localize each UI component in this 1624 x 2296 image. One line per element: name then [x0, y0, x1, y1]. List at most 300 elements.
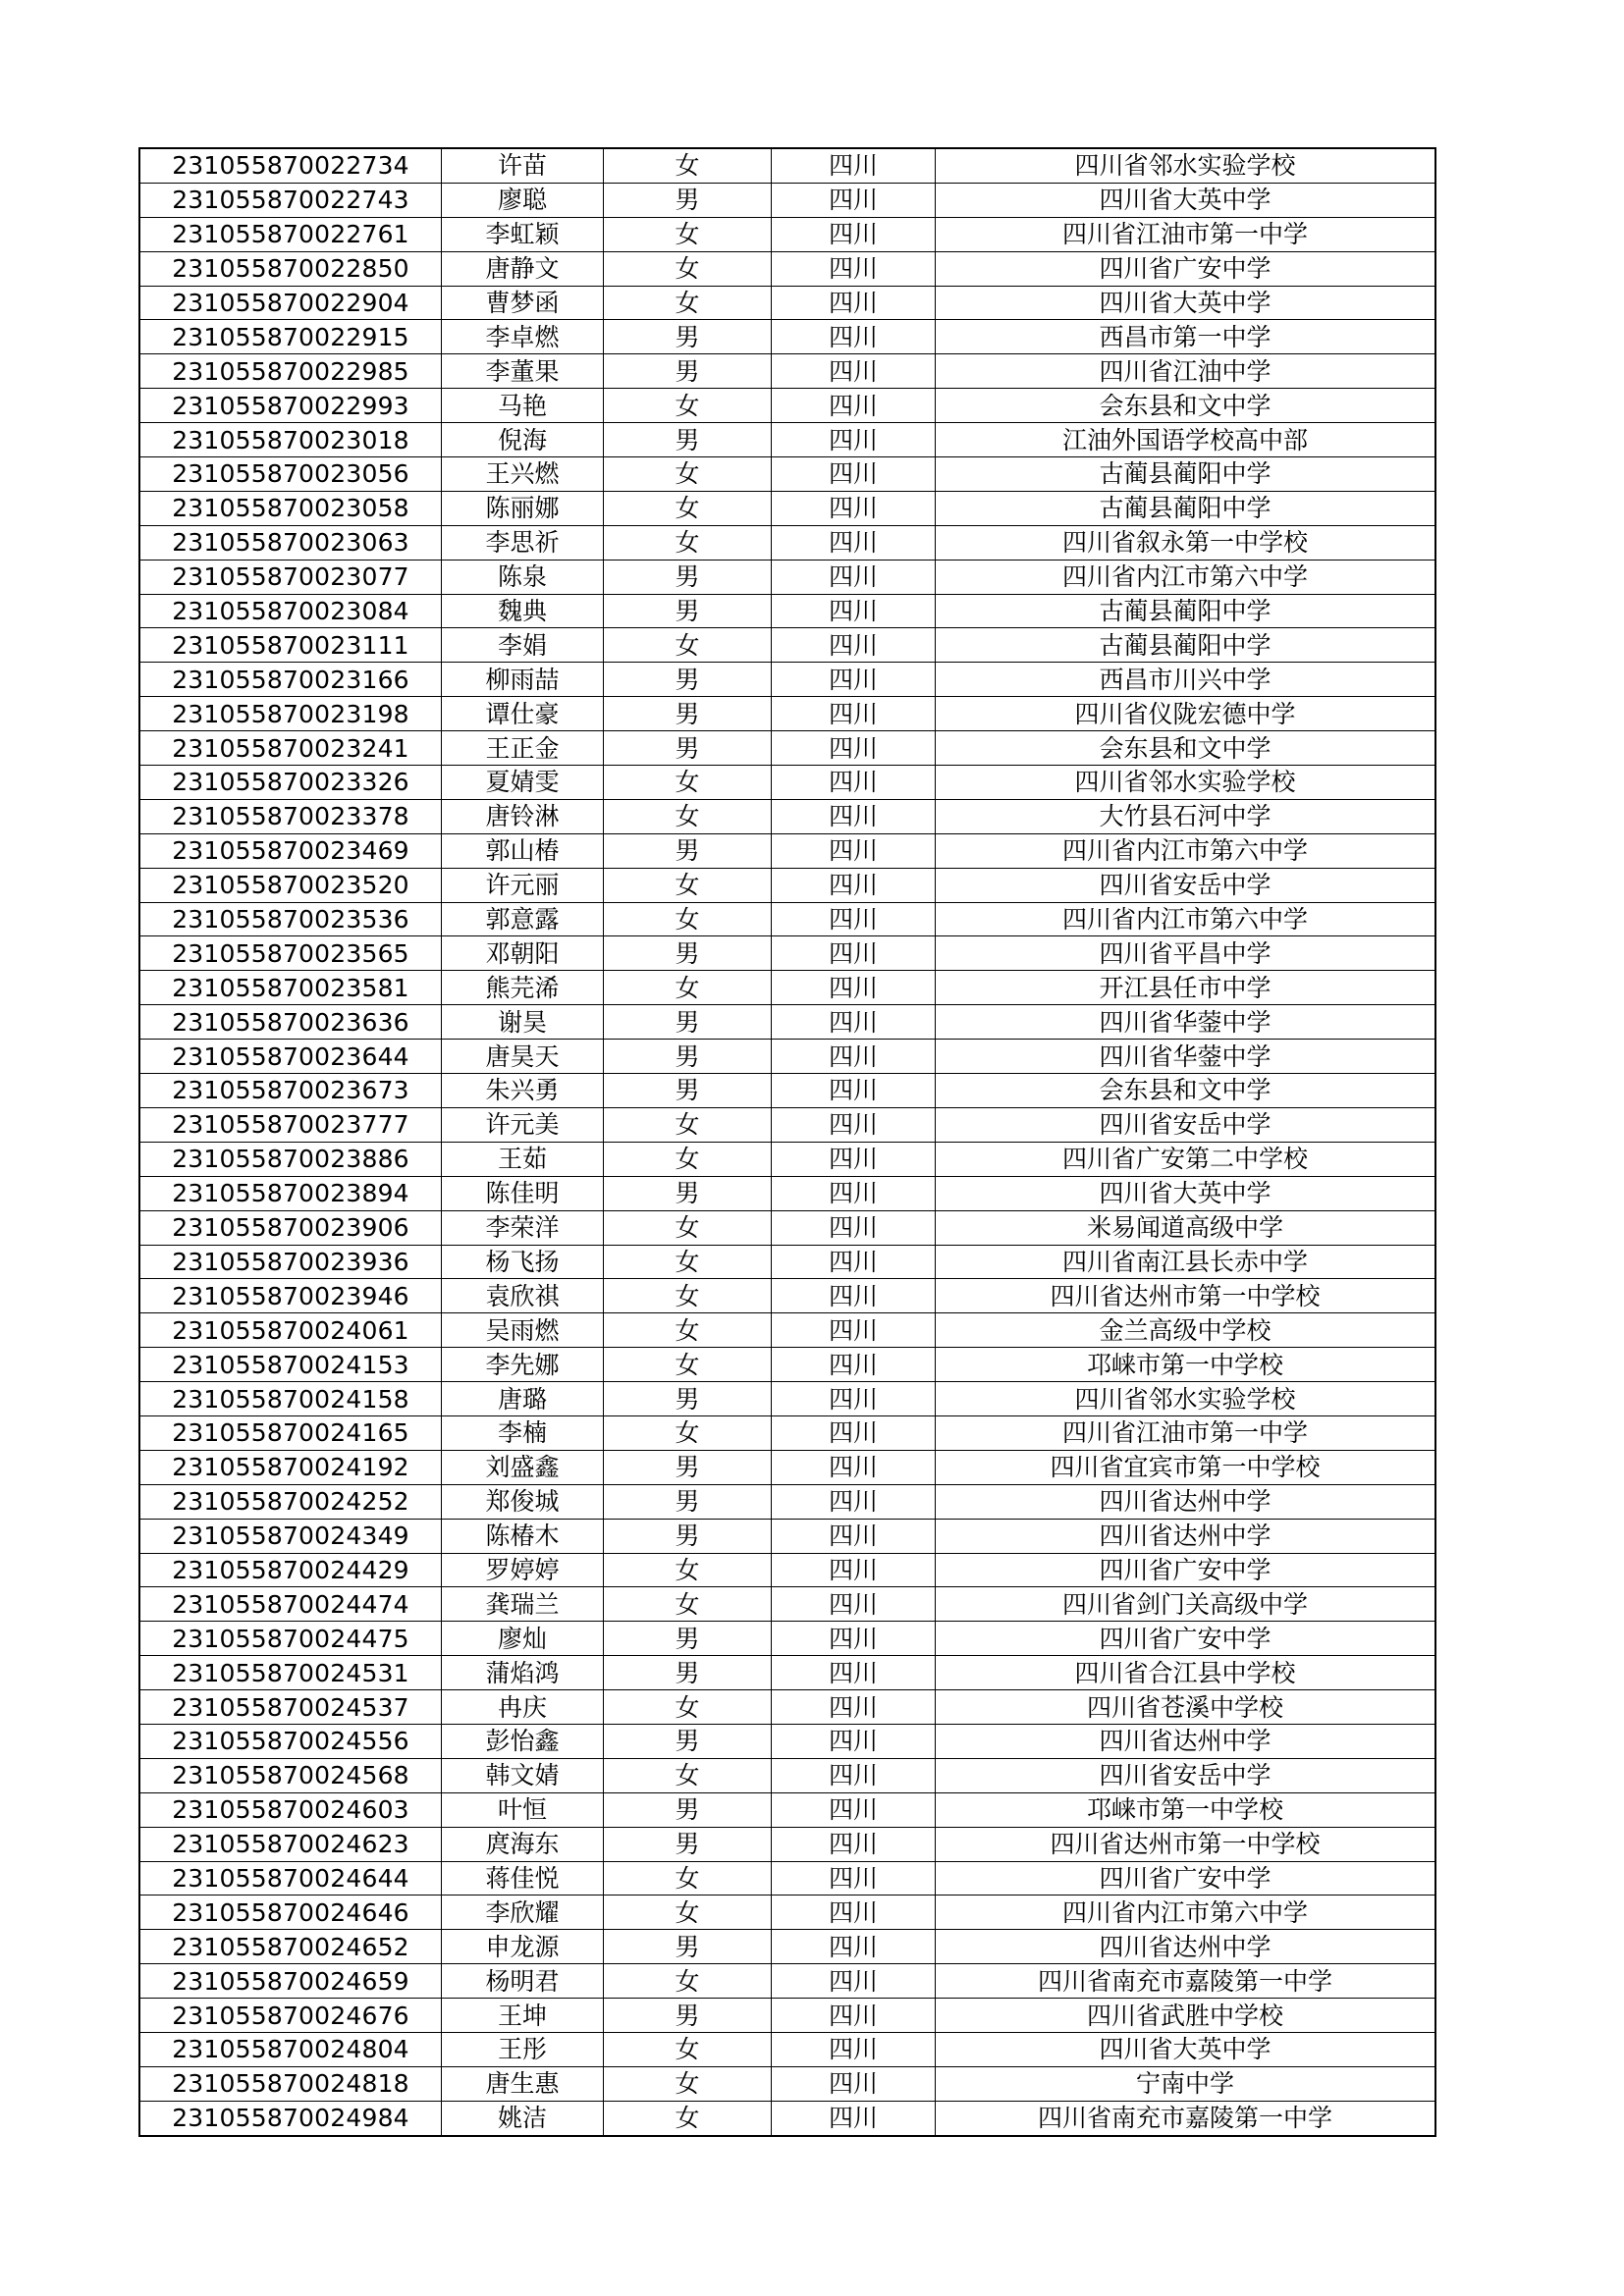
exam-id-cell: 231055870024192 [139, 1450, 442, 1484]
exam-id-cell: 231055870024475 [139, 1622, 442, 1656]
table-row [139, 423, 1435, 457]
gender-cell: 女 [604, 2032, 772, 2066]
exam-id-cell: 231055870024644 [139, 1861, 442, 1896]
exam-id-cell: 231055870023326 [139, 766, 442, 800]
table-row [139, 731, 1435, 766]
student-name-cell: 许苗 [442, 148, 604, 183]
table-row [139, 1861, 1435, 1896]
table-row [139, 1656, 1435, 1690]
gender-cell: 男 [604, 1656, 772, 1690]
province-cell: 四川 [772, 1758, 936, 1792]
table-row [139, 1999, 1435, 2033]
student-name-cell: 熊芫浠 [442, 971, 604, 1005]
table-row [139, 1313, 1435, 1348]
exam-id-cell: 231055870023378 [139, 799, 442, 833]
student-name-cell: 郭意露 [442, 902, 604, 936]
student-name-cell: 彭怡鑫 [442, 1724, 604, 1758]
table-row [139, 1005, 1435, 1040]
province-cell: 四川 [772, 766, 936, 800]
school-cell: 邛崃市第一中学校 [936, 1792, 1436, 1827]
student-name-cell: 申龙源 [442, 1930, 604, 1964]
school-cell: 四川省江油市第一中学 [936, 1415, 1436, 1450]
gender-cell: 男 [604, 731, 772, 766]
province-cell: 四川 [772, 1450, 936, 1484]
exam-id-cell: 231055870022915 [139, 320, 442, 354]
school-cell: 四川省大英中学 [936, 286, 1436, 320]
gender-cell: 女 [604, 628, 772, 663]
province-cell: 四川 [772, 457, 936, 492]
table-row [139, 936, 1435, 971]
exam-id-cell: 231055870023520 [139, 868, 442, 902]
province-cell: 四川 [772, 389, 936, 423]
gender-cell: 女 [604, 2101, 772, 2135]
school-cell: 古蔺县蔺阳中学 [936, 491, 1436, 525]
gender-cell: 男 [604, 936, 772, 971]
table-row [139, 1176, 1435, 1210]
province-cell: 四川 [772, 1107, 936, 1142]
student-name-cell: 姚洁 [442, 2101, 604, 2135]
exam-id-cell: 231055870023536 [139, 902, 442, 936]
school-cell: 四川省合江县中学校 [936, 1656, 1436, 1690]
gender-cell: 男 [604, 183, 772, 217]
table-row [139, 1792, 1435, 1827]
gender-cell: 男 [604, 320, 772, 354]
student-name-cell: 袁欣祺 [442, 1279, 604, 1313]
student-name-cell: 罗婷婷 [442, 1553, 604, 1587]
school-cell: 四川省达州市第一中学校 [936, 1827, 1436, 1861]
student-name-cell: 唐静文 [442, 251, 604, 286]
school-cell: 四川省华蓥中学 [936, 1005, 1436, 1040]
province-cell: 四川 [772, 1656, 936, 1690]
exam-id-cell: 231055870023906 [139, 1210, 442, 1245]
student-name-cell: 李董果 [442, 354, 604, 389]
school-cell: 会东县和文中学 [936, 389, 1436, 423]
school-cell: 四川省邻水实验学校 [936, 148, 1436, 183]
exam-id-cell: 231055870024603 [139, 1792, 442, 1827]
student-name-cell: 郭山椿 [442, 833, 604, 868]
table-row [139, 1964, 1435, 1999]
student-name-cell: 李楠 [442, 1415, 604, 1450]
province-cell: 四川 [772, 148, 936, 183]
exam-id-cell: 231055870024659 [139, 1964, 442, 1999]
student-name-cell: 曹梦函 [442, 286, 604, 320]
school-cell: 会东县和文中学 [936, 731, 1436, 766]
school-cell: 古蔺县蔺阳中学 [936, 594, 1436, 628]
table-row [139, 1690, 1435, 1725]
exam-id-cell: 231055870023198 [139, 697, 442, 731]
exam-id-cell: 231055870022734 [139, 148, 442, 183]
exam-id-cell: 231055870024474 [139, 1587, 442, 1622]
school-cell: 四川省剑门关高级中学 [936, 1587, 1436, 1622]
student-name-cell: 李欣耀 [442, 1896, 604, 1930]
student-name-cell: 唐昊天 [442, 1040, 604, 1074]
student-name-cell: 蒋佳悦 [442, 1861, 604, 1896]
exam-id-cell: 231055870024537 [139, 1690, 442, 1725]
school-cell: 金兰高级中学校 [936, 1313, 1436, 1348]
school-cell: 江油外国语学校高中部 [936, 423, 1436, 457]
student-name-cell: 刘盛鑫 [442, 1450, 604, 1484]
province-cell: 四川 [772, 868, 936, 902]
school-cell: 四川省安岳中学 [936, 1107, 1436, 1142]
student-name-cell: 李荣洋 [442, 1210, 604, 1245]
table-row [139, 1484, 1435, 1519]
student-name-cell: 陈椿木 [442, 1519, 604, 1553]
gender-cell: 男 [604, 1724, 772, 1758]
exam-id-cell: 231055870024623 [139, 1827, 442, 1861]
student-name-cell: 朱兴勇 [442, 1074, 604, 1108]
student-name-cell: 邓朝阳 [442, 936, 604, 971]
school-cell: 四川省宜宾市第一中学校 [936, 1450, 1436, 1484]
school-cell: 四川省达州中学 [936, 1930, 1436, 1964]
province-cell: 四川 [772, 936, 936, 971]
school-cell: 四川省邻水实验学校 [936, 766, 1436, 800]
gender-cell: 女 [604, 766, 772, 800]
gender-cell: 男 [604, 697, 772, 731]
gender-cell: 男 [604, 1999, 772, 2033]
table-row [139, 286, 1435, 320]
table-row [139, 354, 1435, 389]
school-cell: 四川省达州中学 [936, 1484, 1436, 1519]
province-cell: 四川 [772, 1792, 936, 1827]
province-cell: 四川 [772, 1074, 936, 1108]
exam-id-cell: 231055870022743 [139, 183, 442, 217]
student-name-cell: 王坤 [442, 1999, 604, 2033]
school-cell: 四川省广安中学 [936, 1622, 1436, 1656]
gender-cell: 女 [604, 1210, 772, 1245]
student-name-cell: 李娟 [442, 628, 604, 663]
gender-cell: 女 [604, 1415, 772, 1450]
province-cell: 四川 [772, 799, 936, 833]
school-cell: 四川省华蓥中学 [936, 1040, 1436, 1074]
province-cell: 四川 [772, 217, 936, 251]
gender-cell: 男 [604, 354, 772, 389]
school-cell: 四川省广安中学 [936, 1861, 1436, 1896]
exam-id-cell: 231055870024252 [139, 1484, 442, 1519]
province-cell: 四川 [772, 1005, 936, 1040]
table-row [139, 766, 1435, 800]
school-cell: 四川省广安第二中学校 [936, 1142, 1436, 1176]
province-cell: 四川 [772, 354, 936, 389]
table-row [139, 799, 1435, 833]
exam-id-cell: 231055870022761 [139, 217, 442, 251]
province-cell: 四川 [772, 1313, 936, 1348]
gender-cell: 女 [604, 525, 772, 560]
table-row [139, 1930, 1435, 1964]
student-name-cell: 陈丽娜 [442, 491, 604, 525]
province-cell: 四川 [772, 902, 936, 936]
student-name-cell: 杨飞扬 [442, 1245, 604, 1279]
gender-cell: 男 [604, 560, 772, 594]
exam-id-cell: 231055870024158 [139, 1382, 442, 1416]
student-name-cell: 许元美 [442, 1107, 604, 1142]
student-name-cell: 谢昊 [442, 1005, 604, 1040]
exam-id-cell: 231055870024818 [139, 2066, 442, 2101]
student-name-cell: 李卓燃 [442, 320, 604, 354]
school-cell: 四川省安岳中学 [936, 868, 1436, 902]
gender-cell: 女 [604, 1142, 772, 1176]
gender-cell: 男 [604, 1930, 772, 1964]
student-name-cell: 廖聪 [442, 183, 604, 217]
exam-id-cell: 231055870022904 [139, 286, 442, 320]
province-cell: 四川 [772, 1210, 936, 1245]
school-cell: 四川省达州中学 [936, 1724, 1436, 1758]
school-cell: 大竹县石河中学 [936, 799, 1436, 833]
school-cell: 四川省内江市第六中学 [936, 560, 1436, 594]
school-cell: 四川省广安中学 [936, 1553, 1436, 1587]
school-cell: 开江县任市中学 [936, 971, 1436, 1005]
roster-table [138, 147, 1436, 2137]
school-cell: 四川省南充市嘉陵第一中学 [936, 2101, 1436, 2135]
province-cell: 四川 [772, 560, 936, 594]
school-cell: 四川省南充市嘉陵第一中学 [936, 1964, 1436, 1999]
gender-cell: 女 [604, 491, 772, 525]
exam-id-cell: 231055870023018 [139, 423, 442, 457]
province-cell: 四川 [772, 1484, 936, 1519]
school-cell: 会东县和文中学 [936, 1074, 1436, 1108]
gender-cell: 男 [604, 1005, 772, 1040]
province-cell: 四川 [772, 1896, 936, 1930]
province-cell: 四川 [772, 1930, 936, 1964]
table-row [139, 2032, 1435, 2066]
province-cell: 四川 [772, 525, 936, 560]
table-row [139, 971, 1435, 1005]
gender-cell: 男 [604, 1382, 772, 1416]
province-cell: 四川 [772, 1553, 936, 1587]
table-row [139, 2101, 1435, 2135]
province-cell: 四川 [772, 1587, 936, 1622]
gender-cell: 男 [604, 1622, 772, 1656]
gender-cell: 女 [604, 217, 772, 251]
school-cell: 四川省叙永第一中学校 [936, 525, 1436, 560]
exam-id-cell: 231055870023084 [139, 594, 442, 628]
student-name-cell: 许元丽 [442, 868, 604, 902]
table-row [139, 525, 1435, 560]
gender-cell: 女 [604, 1758, 772, 1792]
table-row [139, 833, 1435, 868]
exam-id-cell: 231055870024429 [139, 1553, 442, 1587]
province-cell: 四川 [772, 423, 936, 457]
province-cell: 四川 [772, 1861, 936, 1896]
school-cell: 四川省内江市第六中学 [936, 1896, 1436, 1930]
school-cell: 古蔺县蔺阳中学 [936, 457, 1436, 492]
student-name-cell: 吴雨燃 [442, 1313, 604, 1348]
school-cell: 西昌市第一中学 [936, 320, 1436, 354]
table-row [139, 1040, 1435, 1074]
exam-id-cell: 231055870023936 [139, 1245, 442, 1279]
school-cell: 四川省南江县长赤中学 [936, 1245, 1436, 1279]
school-cell: 四川省平昌中学 [936, 936, 1436, 971]
gender-cell: 女 [604, 1587, 772, 1622]
table-row [139, 1553, 1435, 1587]
table-row [139, 1142, 1435, 1176]
gender-cell: 男 [604, 1074, 772, 1108]
exam-id-cell: 231055870023777 [139, 1107, 442, 1142]
table-row [139, 697, 1435, 731]
school-cell: 四川省安岳中学 [936, 1758, 1436, 1792]
gender-cell: 女 [604, 148, 772, 183]
school-cell: 四川省江油中学 [936, 354, 1436, 389]
province-cell: 四川 [772, 1382, 936, 1416]
student-name-cell: 陈佳明 [442, 1176, 604, 1210]
school-cell: 四川省苍溪中学校 [936, 1690, 1436, 1725]
province-cell: 四川 [772, 1245, 936, 1279]
exam-id-cell: 231055870023946 [139, 1279, 442, 1313]
table-row [139, 1896, 1435, 1930]
exam-id-cell: 231055870024531 [139, 1656, 442, 1690]
exam-id-cell: 231055870023469 [139, 833, 442, 868]
school-cell: 四川省大英中学 [936, 183, 1436, 217]
school-cell: 四川省广安中学 [936, 251, 1436, 286]
province-cell: 四川 [772, 1279, 936, 1313]
table-row [139, 457, 1435, 492]
student-name-cell: 唐璐 [442, 1382, 604, 1416]
student-name-cell: 韩文婧 [442, 1758, 604, 1792]
gender-cell: 女 [604, 868, 772, 902]
province-cell: 四川 [772, 971, 936, 1005]
student-name-cell: 倪海 [442, 423, 604, 457]
exam-id-cell: 231055870022985 [139, 354, 442, 389]
gender-cell: 女 [604, 1348, 772, 1382]
student-name-cell: 蒲焰鸿 [442, 1656, 604, 1690]
school-cell: 四川省达州中学 [936, 1519, 1436, 1553]
exam-id-cell: 231055870023581 [139, 971, 442, 1005]
table-row [139, 1074, 1435, 1108]
school-cell: 西昌市川兴中学 [936, 663, 1436, 697]
exam-id-cell: 231055870023886 [139, 1142, 442, 1176]
exam-id-cell: 231055870023636 [139, 1005, 442, 1040]
gender-cell: 女 [604, 251, 772, 286]
table-row [139, 868, 1435, 902]
student-name-cell: 王彤 [442, 2032, 604, 2066]
exam-id-cell: 231055870023894 [139, 1176, 442, 1210]
school-cell: 米易闻道高级中学 [936, 1210, 1436, 1245]
table-row [139, 902, 1435, 936]
exam-id-cell: 231055870024061 [139, 1313, 442, 1348]
table-row [139, 491, 1435, 525]
table-row [139, 148, 1435, 183]
gender-cell: 女 [604, 1553, 772, 1587]
gender-cell: 女 [604, 286, 772, 320]
table-row [139, 1519, 1435, 1553]
student-name-cell: 龚瑞兰 [442, 1587, 604, 1622]
exam-id-cell: 231055870023058 [139, 491, 442, 525]
school-cell: 四川省内江市第六中学 [936, 833, 1436, 868]
gender-cell: 女 [604, 389, 772, 423]
province-cell: 四川 [772, 833, 936, 868]
exam-id-cell: 231055870024568 [139, 1758, 442, 1792]
table-row [139, 217, 1435, 251]
gender-cell: 女 [604, 1964, 772, 1999]
exam-id-cell: 231055870023673 [139, 1074, 442, 1108]
exam-id-cell: 231055870023166 [139, 663, 442, 697]
table-row [139, 663, 1435, 697]
province-cell: 四川 [772, 2101, 936, 2135]
province-cell: 四川 [772, 1348, 936, 1382]
table-row [139, 1415, 1435, 1450]
table-row [139, 251, 1435, 286]
school-cell: 四川省内江市第六中学 [936, 902, 1436, 936]
student-name-cell: 夏婧雯 [442, 766, 604, 800]
province-cell: 四川 [772, 1690, 936, 1725]
student-name-cell: 杨明君 [442, 1964, 604, 1999]
gender-cell: 女 [604, 1690, 772, 1725]
province-cell: 四川 [772, 1415, 936, 1450]
exam-id-cell: 231055870023077 [139, 560, 442, 594]
exam-id-cell: 231055870024676 [139, 1999, 442, 2033]
exam-id-cell: 231055870023644 [139, 1040, 442, 1074]
school-cell: 宁南中学 [936, 2066, 1436, 2101]
gender-cell: 男 [604, 1040, 772, 1074]
province-cell: 四川 [772, 628, 936, 663]
student-name-cell: 冉庆 [442, 1690, 604, 1725]
table-row [139, 1758, 1435, 1792]
gender-cell: 女 [604, 1861, 772, 1896]
student-name-cell: 马艳 [442, 389, 604, 423]
exam-id-cell: 231055870024652 [139, 1930, 442, 1964]
student-name-cell: 叶恒 [442, 1792, 604, 1827]
student-name-cell: 王兴燃 [442, 457, 604, 492]
province-cell: 四川 [772, 1999, 936, 2033]
province-cell: 四川 [772, 183, 936, 217]
exam-id-cell: 231055870022993 [139, 389, 442, 423]
student-name-cell: 唐生惠 [442, 2066, 604, 2101]
gender-cell: 男 [604, 1792, 772, 1827]
student-name-cell: 陈泉 [442, 560, 604, 594]
gender-cell: 女 [604, 971, 772, 1005]
province-cell: 四川 [772, 1142, 936, 1176]
gender-cell: 男 [604, 594, 772, 628]
student-name-cell: 李先娜 [442, 1348, 604, 1382]
province-cell: 四川 [772, 1040, 936, 1074]
exam-id-cell: 231055870024556 [139, 1724, 442, 1758]
province-cell: 四川 [772, 1724, 936, 1758]
table-row [139, 1587, 1435, 1622]
province-cell: 四川 [772, 594, 936, 628]
exam-id-cell: 231055870024984 [139, 2101, 442, 2135]
province-cell: 四川 [772, 2032, 936, 2066]
province-cell: 四川 [772, 320, 936, 354]
province-cell: 四川 [772, 251, 936, 286]
table-row [139, 183, 1435, 217]
table-row [139, 1827, 1435, 1861]
school-cell: 四川省江油市第一中学 [936, 217, 1436, 251]
province-cell: 四川 [772, 663, 936, 697]
gender-cell: 女 [604, 902, 772, 936]
student-name-cell: 谭仕豪 [442, 697, 604, 731]
exam-id-cell: 231055870023056 [139, 457, 442, 492]
province-cell: 四川 [772, 697, 936, 731]
student-name-cell: 柳雨喆 [442, 663, 604, 697]
student-name-cell: 李思祈 [442, 525, 604, 560]
gender-cell: 男 [604, 1484, 772, 1519]
school-cell: 四川省大英中学 [936, 1176, 1436, 1210]
school-cell: 四川省仪陇宏德中学 [936, 697, 1436, 731]
exam-id-cell: 231055870024646 [139, 1896, 442, 1930]
exam-id-cell: 231055870022850 [139, 251, 442, 286]
table-row [139, 628, 1435, 663]
table-row [139, 1450, 1435, 1484]
student-name-cell: 王茹 [442, 1142, 604, 1176]
table-row [139, 1382, 1435, 1416]
province-cell: 四川 [772, 491, 936, 525]
exam-id-cell: 231055870023565 [139, 936, 442, 971]
table-row [139, 1210, 1435, 1245]
table-row [139, 2066, 1435, 2101]
province-cell: 四川 [772, 1176, 936, 1210]
gender-cell: 男 [604, 1827, 772, 1861]
gender-cell: 女 [604, 1279, 772, 1313]
gender-cell: 女 [604, 1313, 772, 1348]
